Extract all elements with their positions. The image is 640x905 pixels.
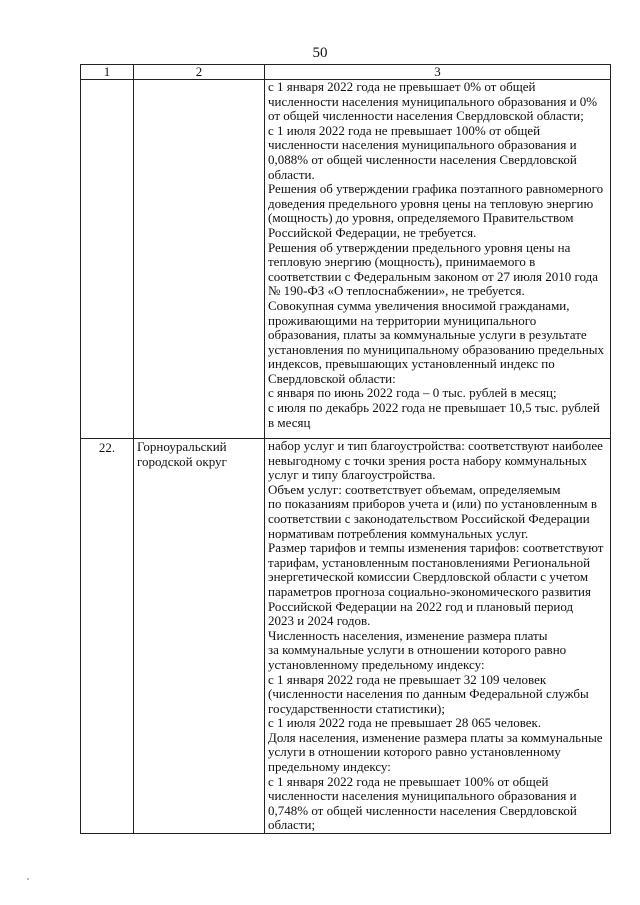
content-paragraph: Объем услуг: соответствует объемам, определяемым по показаниям приборов учета и (или) по установленным в соответствии с законодательством Российской Федерации нормативам потребления коммунальных услуг. <box>268 481 597 541</box>
page-number: 50 <box>312 45 328 61</box>
row-content <box>265 439 611 834</box>
content-paragraph: Решения об утверждении предельного уровня цены на тепловую энергию (мощность), принимаемого в соответствии с Федеральным законом от 27 июля 2010 года № 190-ФЗ «О теплоснабжении», не требуется. <box>268 239 599 299</box>
header-col-3: 3 <box>265 65 611 80</box>
scan-speck <box>27 878 29 880</box>
table-row <box>81 439 611 834</box>
municipality-name-text: Горноуральский городской округ <box>137 439 227 469</box>
row-number <box>81 80 134 439</box>
content-paragraph: с 1 января 2022 года не превышает 0% от общей численности населения муниципального образования и 0% от общей численности населения Свердловской области; <box>268 79 598 124</box>
municipality-name <box>134 439 265 834</box>
row-content <box>265 80 611 439</box>
content-paragraph: с 1 июля 2022 года не превышает 100% от общей численности населения муниципального образования и 0,088% от общей численности населения Свердловской области. <box>268 122 577 182</box>
content-paragraph: с января по июнь 2022 года – 0 тыс. рублей в месяц; <box>268 385 557 401</box>
content-paragraph: Численность населения, изменение размера платы за коммунальные услуги в отношении которого равно установленному предельному индексу: <box>268 627 567 672</box>
municipality-name <box>134 80 265 439</box>
content-paragraph: Доля населения, изменение размера платы за коммунальные услуги в отношении которого равно установленному предельному индексу: <box>268 729 603 775</box>
content-paragraph: с июля по декабрь 2022 года не превышает 10,5 тыс. рублей в месяц <box>268 400 600 430</box>
header-col-2: 2 <box>134 65 265 80</box>
table-header-row <box>81 65 611 80</box>
content-paragraph: с 1 июля 2022 года не превышает 28 065 человек. <box>268 715 542 731</box>
table-row <box>81 80 611 439</box>
content-paragraph: с 1 января 2022 года не превышает 32 109 человек (численности населения по данным Федеральной службы государственности статистики); <box>268 671 589 716</box>
content-paragraph: Совокупная сумма увеличения вносимой гражданами, проживающими на территории муниципального образования, платы за коммунальные услуги в результате установления по муниципальному образованию предельных индексов, превышающих установленный индекс по Свердловской области: <box>268 297 605 386</box>
content-paragraph: с 1 января 2022 года не превышает 100% от общей численности населения муниципального образования и 0,748% от общей численности населения Свердловской области; <box>268 773 577 833</box>
content-paragraph: Размер тарифов и темпы изменения тарифов: соответствуют тарифам, установленным постановлениями Региональной энергетической комиссии Свердловской области с учетом параметров прогноза социально-экономического развития Российской Федерации на 2022 год и плановый период 2023 и 2024 годов. <box>268 540 604 629</box>
row-number: 22. <box>81 439 134 834</box>
header-col-1: 1 <box>81 65 134 80</box>
document-table <box>80 64 611 834</box>
content-paragraph: набор услуг и тип благоустройства: соответствуют наиболее невыгодному с точки зрения роста набору коммунальных услуг и типу благоустройства. <box>268 438 603 483</box>
content-paragraph: Решения об утверждении графика поэтапного равномерного доведения предельного уровня цены на тепловую энергию (мощность) до уровня, определяемого Правительством Российской Федерации, не требуется. <box>268 181 604 240</box>
